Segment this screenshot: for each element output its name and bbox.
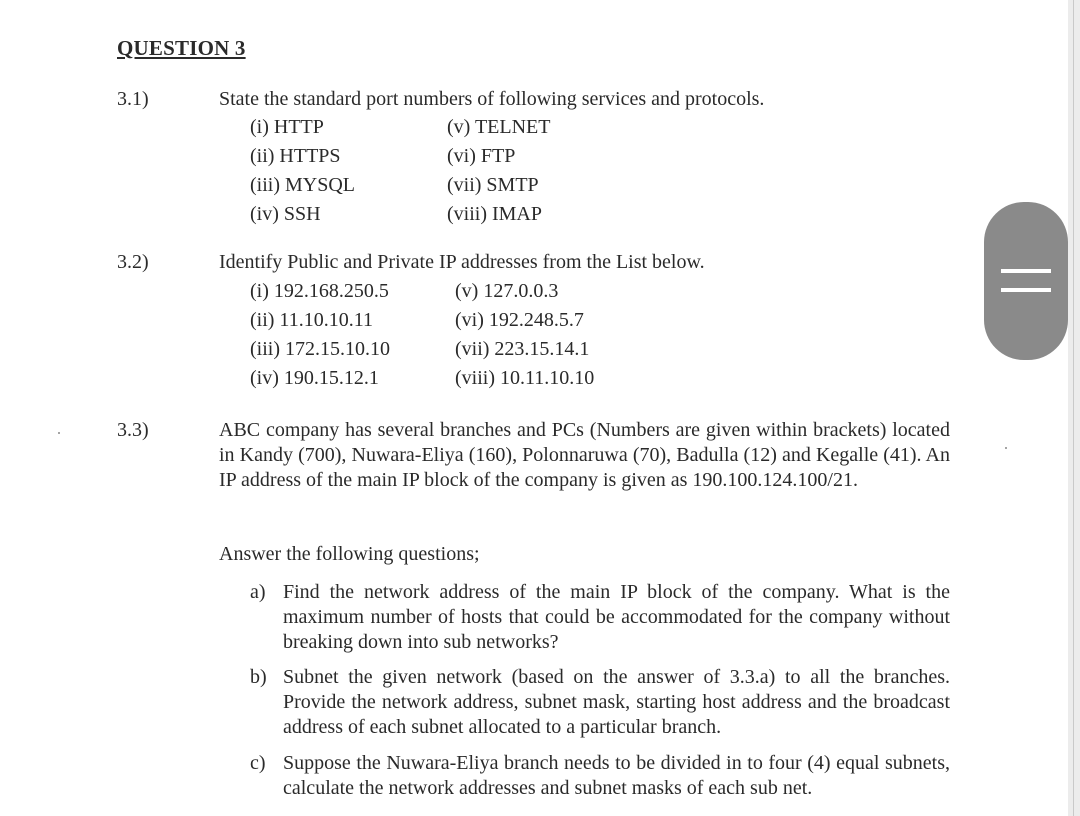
scan-speck	[58, 432, 60, 434]
sub-question-text: Subnet the given network (based on the answer of 3.3.a) to all the branches. Provide the network address, subnet mask, starting host address and the broadcast address of each subnet allocated to a particular branch.	[283, 666, 950, 738]
question-3-2-right-list	[455, 277, 594, 393]
list-item: (ii) 11.10.10.11	[250, 309, 373, 331]
sub-question-text: Find the network address of the main IP block of the company. What is the maximum number of hosts that could be accommodated for the company without breaking down into sub networks?	[283, 581, 950, 653]
sub-question-label: b)	[250, 666, 267, 688]
question-3-2-number: 3.2)	[117, 251, 149, 273]
question-3-2-intro: Identify Public and Private IP addresses from the List below.	[219, 251, 705, 273]
list-item: (v) 127.0.0.3	[455, 280, 559, 302]
sub-question-label: c)	[250, 752, 266, 774]
list-item: (iv) 190.15.12.1	[250, 367, 379, 389]
drag-handle-button[interactable]	[984, 202, 1068, 360]
list-item: (ii) HTTPS	[250, 145, 341, 167]
scrollbar-track	[1073, 0, 1074, 816]
question-3-1-number: 3.1)	[117, 88, 149, 110]
list-item: (vii) 223.15.14.1	[455, 338, 590, 360]
question-3-2-left-list	[250, 277, 390, 393]
list-item: (vi) 192.248.5.7	[455, 309, 584, 331]
list-item: (iv) SSH	[250, 203, 321, 225]
question-3-1-left-list	[250, 113, 355, 229]
list-item: (viii) 10.11.10.10	[455, 367, 595, 389]
handle-line-icon	[1001, 269, 1051, 273]
question-3-3-number: 3.3)	[117, 419, 149, 441]
answer-intro: Answer the following questions;	[219, 543, 480, 565]
list-item: (i) 192.168.250.5	[250, 280, 389, 302]
question-3-1-intro: State the standard port numbers of following services and protocols.	[219, 88, 765, 110]
list-item: (vii) SMTP	[447, 174, 539, 196]
scan-speck	[1005, 447, 1007, 449]
question-3-3-paragraph: ABC company has several branches and PCs (Numbers are given within brackets) located in Kandy (700), Nuwara-Eliya (160), Polonnaruwa (70), Badulla (12) and Kegalle (41). An IP address of the main IP block of the company is given as 190.100.124.100/21.	[219, 419, 950, 491]
list-item: (iii) MYSQL	[250, 174, 355, 196]
vertical-scrollbar[interactable]	[1068, 0, 1080, 816]
list-item: (i) HTTP	[250, 116, 324, 138]
list-item: (vi) FTP	[447, 145, 516, 167]
list-item: (v) TELNET	[447, 116, 551, 138]
question-3-1-right-list	[447, 113, 551, 229]
page-title: QUESTION 3	[117, 36, 246, 60]
handle-line-icon	[1001, 288, 1051, 292]
sub-question-text: Suppose the Nuwara-Eliya branch needs to be divided in to four (4) equal subnets, calculate the network addresses and subnet masks of each sub net.	[283, 752, 950, 799]
list-item: (iii) 172.15.10.10	[250, 338, 390, 360]
sub-question-label: a)	[250, 581, 266, 603]
list-item: (viii) IMAP	[447, 203, 542, 225]
